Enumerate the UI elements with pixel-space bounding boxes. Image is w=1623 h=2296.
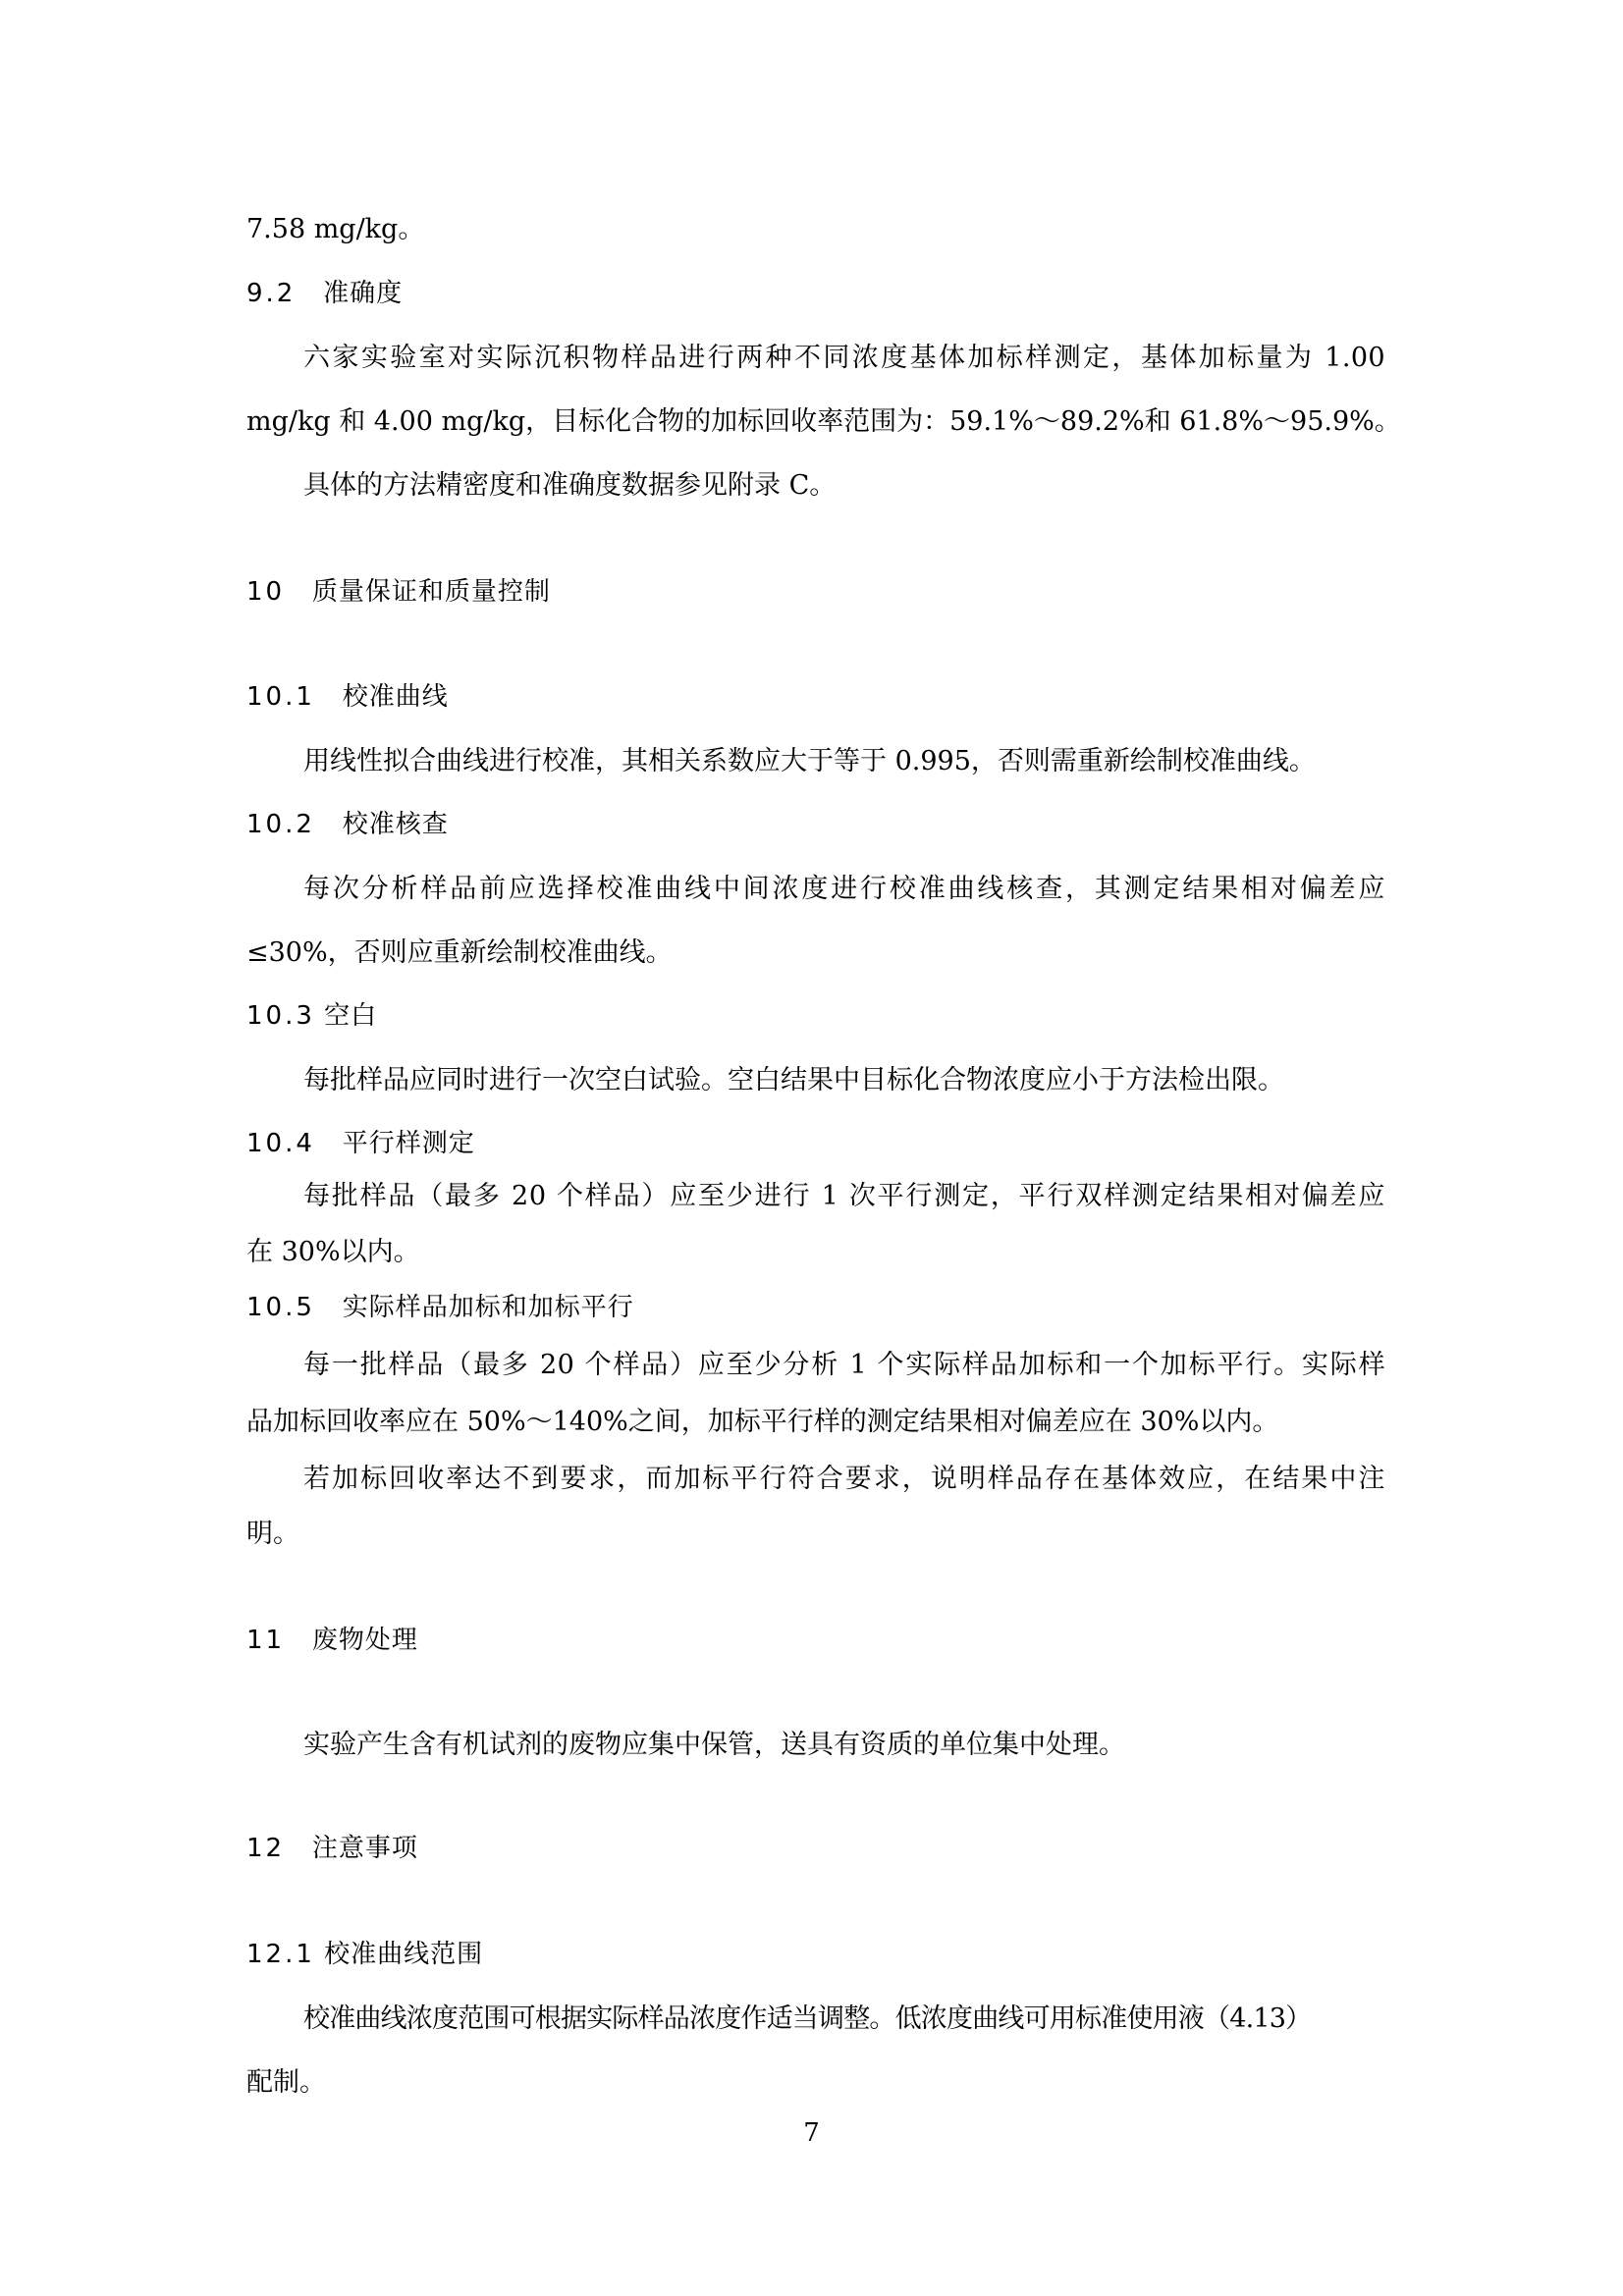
section-heading-10-3 [246,1001,377,1031]
section-title: 校准核查 [342,810,449,839]
section-heading-9-2 [246,279,403,308]
paragraph-line: 校准曲线浓度范围可根据实际样品浓度作适当调整。低浓度曲线可用标准使用液（4.13） [303,2003,1312,2034]
section-heading-10-4 [246,1129,475,1158]
section-number: 12.1 [246,1940,315,1969]
section-heading-10-2 [246,810,449,839]
section-heading-10 [246,577,551,607]
paragraph-line: 配制。 [246,2067,326,2098]
paragraph-line: ≤30%，否则应重新绘制校准曲线。 [246,937,673,968]
paragraph-line: 用线性拟合曲线进行校准，其相关系数应大于等于 0.995，否则需重新绘制校准曲线。 [303,746,1316,776]
page-number: 7 [803,2118,820,2148]
section-number: 10.5 [246,1293,315,1322]
paragraph-line: 实验产生含有机试剂的废物应集中保管，送具有资质的单位集中处理。 [303,1730,1125,1760]
section-title: 平行样测定 [342,1129,475,1158]
paragraph-line: 具体的方法精密度和准确度数据参见附录 C。 [303,470,837,501]
paragraph-line: 明。 [246,1519,299,1549]
section-number: 10.3 [246,1001,315,1031]
paragraph-line: 六家实验室对实际沉积物样品进行两种不同浓度基体加标样测定，基体加标量为 1.00 [303,343,1385,373]
paragraph-line: 每批样品（最多 20 个样品）应至少进行 1 次平行测定，平行双样测定结果相对偏差应 [303,1181,1385,1211]
section-heading-11 [246,1626,418,1655]
section-title: 废物处理 [311,1626,418,1655]
paragraph-line: mg/kg 和 4.00 mg/kg，目标化合物的加标回收率范围为：59.1%～89.2%和 61.8%～95.9%。 [246,406,1401,437]
section-number: 12 [246,1834,286,1863]
section-heading-10-5 [246,1293,634,1322]
section-number: 10.2 [246,810,315,839]
paragraph-line: 若加标回收率达不到要求，而加标平行符合要求，说明样品存在基体效应，在结果中注 [303,1464,1385,1494]
paragraph-line: 每批样品应同时进行一次空白试验。空白结果中目标化合物浓度应小于方法检出限。 [303,1065,1284,1095]
section-title: 注意事项 [311,1834,418,1863]
section-number: 10 [246,577,286,607]
paragraph-line: 每一批样品（最多 20 个样品）应至少分析 1 个实际样品加标和一个加标平行。实际样 [303,1350,1385,1380]
section-title: 质量保证和质量控制 [311,577,551,607]
section-heading-12 [246,1834,418,1863]
section-number: 9.2 [246,279,297,308]
section-title: 空白 [324,1001,378,1031]
section-title: 实际样品加标和加标平行 [342,1293,634,1322]
section-title: 准确度 [323,279,404,308]
section-title: 校准曲线范围 [324,1940,484,1969]
section-heading-12-1 [246,1940,483,1969]
paragraph-line: 品加标回收率应在 50%～140%之间，加标平行样的测定结果相对偏差应在 30%以内。 [246,1407,1279,1437]
section-title: 校准曲线 [342,682,449,712]
paragraph-continuation: 7.58 mg/kg。 [246,214,425,244]
section-number: 10.4 [246,1129,315,1158]
section-number: 10.1 [246,682,315,712]
paragraph-line: 在 30%以内。 [246,1237,420,1267]
section-heading-10-1 [246,682,449,712]
section-number: 11 [246,1626,286,1655]
paragraph-line: 每次分析样品前应选择校准曲线中间浓度进行校准曲线核查，其测定结果相对偏差应 [303,874,1385,904]
